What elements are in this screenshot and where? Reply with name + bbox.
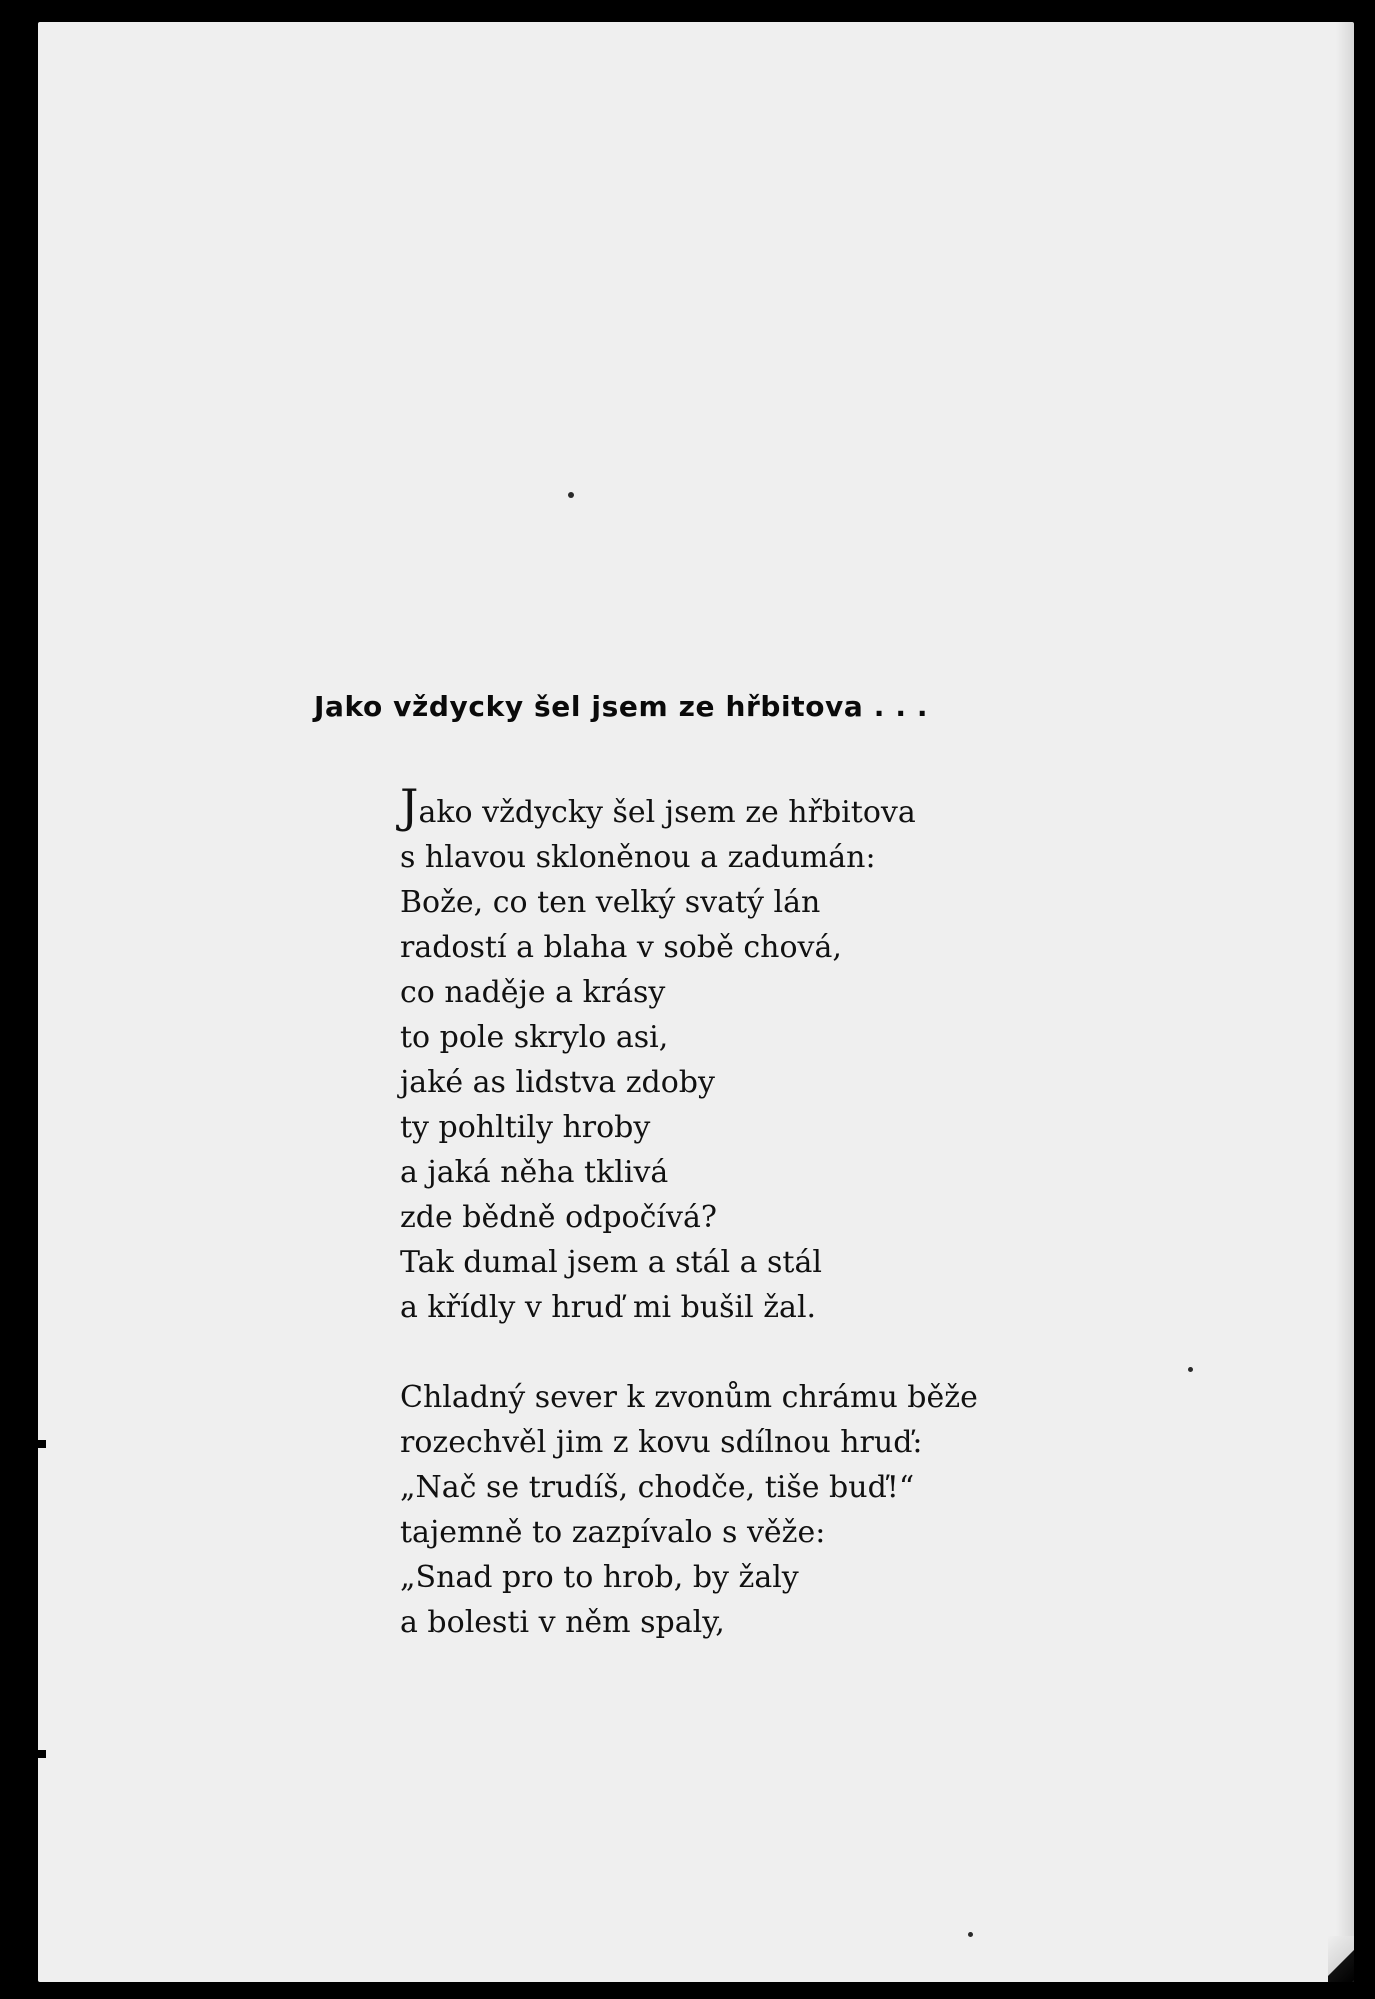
poem-line: rozechvěl jim z kovu sdílnou hruď: bbox=[400, 1425, 923, 1460]
poem-line: „Snad pro to hrob, by žaly bbox=[400, 1560, 799, 1595]
poem-line: radostí a blaha v sobě chová, bbox=[400, 930, 842, 965]
binding-mark bbox=[0, 1750, 46, 1758]
page-speck bbox=[1188, 1367, 1193, 1372]
poem-line bbox=[400, 779, 1120, 835]
poem-line: a bolesti v něm spaly, bbox=[400, 1605, 725, 1640]
poem-title: Jako vždycky šel jsem ze hřbitova . . . bbox=[314, 690, 929, 723]
poem-line: „Nač se trudíš, chodče, tiše buď!“ bbox=[400, 1470, 915, 1505]
poem-line: ty pohltily hroby bbox=[400, 1110, 651, 1145]
stanza-2 bbox=[400, 1375, 1120, 1645]
poem-line: Tak dumal jsem a stál a stál bbox=[400, 1245, 822, 1280]
poem-line: jaké as lidstva zdoby bbox=[400, 1065, 715, 1100]
drop-cap: J bbox=[400, 779, 419, 833]
poem-line: co naděje a krásy bbox=[400, 975, 666, 1010]
stanza-1 bbox=[400, 779, 1120, 1330]
poem-line: Chladný sever k zvonům chrámu běže bbox=[400, 1380, 978, 1415]
poem-line: s hlavou skloněnou a zadumán: bbox=[400, 840, 876, 875]
poem-line-text: ako vždycky šel jsem ze hřbitova bbox=[418, 795, 916, 830]
poem-line: zde bědně odpočívá? bbox=[400, 1200, 717, 1235]
poem-line: Bože, co ten velký svatý lán bbox=[400, 885, 821, 920]
page-edge-shadow bbox=[1336, 22, 1354, 1982]
page-corner-fold bbox=[1328, 1936, 1354, 1982]
poem-line: a jaká něha tklivá bbox=[400, 1155, 669, 1190]
page-speck bbox=[968, 1932, 973, 1937]
poem-body bbox=[400, 779, 1120, 1690]
page-speck bbox=[568, 492, 574, 498]
poem-line: to pole skrylo asi, bbox=[400, 1020, 669, 1055]
book-page bbox=[38, 22, 1354, 1982]
binding-mark bbox=[0, 1440, 46, 1448]
poem-line: a křídly v hruď mi bušil žal. bbox=[400, 1290, 817, 1325]
poem-line: tajemně to zazpívalo s věže: bbox=[400, 1515, 826, 1550]
